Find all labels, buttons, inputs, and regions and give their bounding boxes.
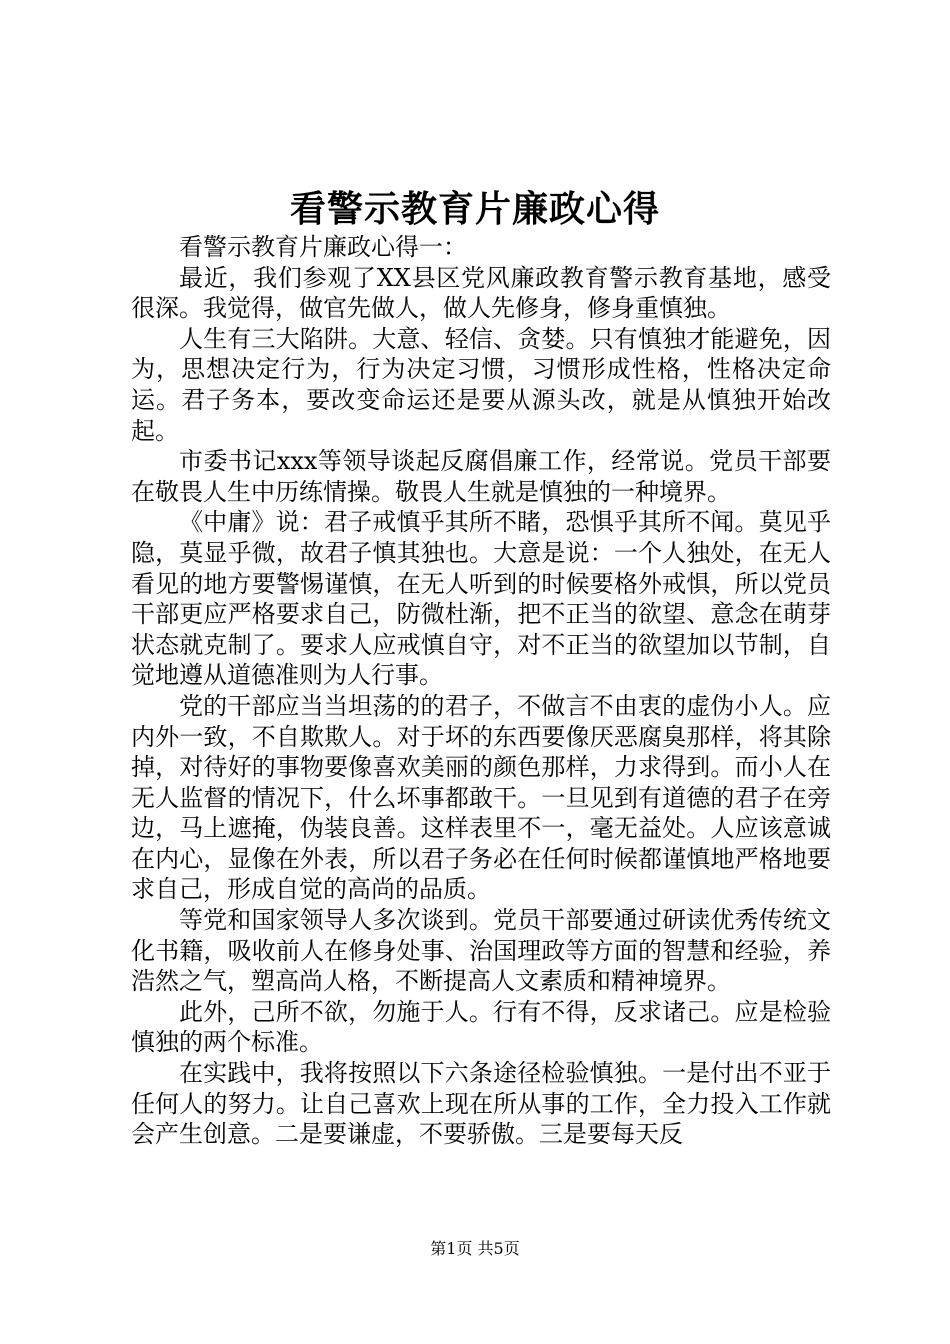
document-title: 看警示教育片廉政心得 [289, 188, 660, 230]
paragraph-1: 看警示教育片廉政心得一： [179, 233, 467, 261]
paragraph-9: 在实践中，我将按照以下六条途径检验慎独。一是付出不亚于任何人的努力。让自己喜欢上现在所从事的工作，全力投入工作就会产生创意。二是要谦虚，不要骄傲。三是要每天反 [131, 1059, 831, 1149]
paragraph-3: 人生有三大陷阱。大意、轻信、贪婪。只有慎独才能避免，因为，思想决定行为，行为决定习惯，习惯形成性格，性格决定命运。君子务本，要改变命运还是要从源头改，就是从慎独开始改起。 [131, 324, 831, 445]
paragraph-6: 党的干部应当当坦荡的的君子，不做言不由衷的虚伪小人。应内外一致，不自欺欺人。对于坏的东西要像厌恶腐臭那样，将其除掉，对待好的事物要像喜欢美丽的颜色那样，力求得到。而小人在无人监督的情况下，什么坏事都敢干。一旦见到有道德的君子在旁边，马上遮掩，伪装良善。这样表里不一，毫无益处。人应该意诚在内心，显像在外表，所以君子务必在任何时候都谨慎地严格地要求自己，形成自觉的高尚的品质。 [131, 691, 831, 904]
paragraph-8: 此外，己所不欲，勿施于人。行有不得，反求诸己。应是检验慎独的两个标准。 [131, 997, 831, 1057]
paragraph-4: 市委书记xxx等领导谈起反腐倡廉工作，经常说。党员干部要在敬畏人生中历练情操。敬畏人生就是慎独的一种境界。 [131, 447, 831, 506]
paragraph-2: 最近，我们参观了XX县区党风廉政教育警示教育基地，感受很深。我觉得，做官先做人，做人先修身，修身重慎独。 [131, 263, 831, 323]
document-body [131, 232, 831, 1150]
paragraph-5: 《中庸》说：君子戒慎乎其所不睹，恐惧乎其所不闻。莫见乎隐，莫显乎微，故君子慎其独也。大意是说：一个人独处，在无人看见的地方要警惕谨慎，在无人听到的时候要格外戒惧，所以党员干部更应严格要求自己，防微杜渐，把不正当的欲望、意念在萌芽状态就克制了。要求人应戒慎自守，对不正当的欲望加以节制，自觉地遵从道德准则为人行事。 [131, 508, 831, 690]
page-number-footer: 第1页 共5页 [430, 1239, 520, 1258]
paragraph-7: 等党和国家领导人多次谈到。党员干部要通过研读优秀传统文化书籍，吸收前人在修身处事、治国理政等方面的智慧和经验，养浩然之气，塑高尚人格，不断提高人文素质和精神境界。 [131, 906, 831, 996]
